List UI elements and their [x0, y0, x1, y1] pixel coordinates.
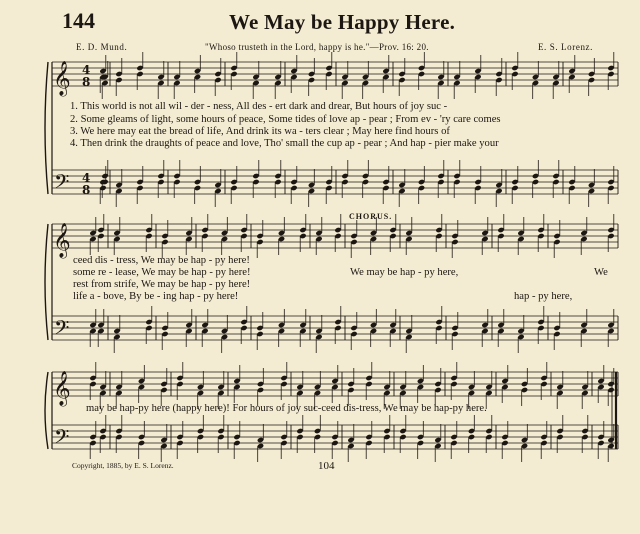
- bass-clef-icon: 𝄢: [54, 170, 70, 198]
- system-brace: [45, 224, 48, 340]
- verse-1-line: 1. This world is not all wil - der - ness, All des - ert dark and drear, But hours of joy suc -: [70, 101, 448, 112]
- chorus-line-1-end: We: [594, 267, 608, 278]
- bass-clef-icon: 𝄢: [54, 316, 70, 344]
- scripture-reference: "Whoso trusteth in the Lord, happy is he."—Prov. 16: 20.: [205, 42, 429, 52]
- verse-3-line: 3. We here may eat the bread of life, And drink its wa - ters clear ; May here find hours of: [70, 126, 450, 137]
- treble-clef-icon: 𝄞: [53, 371, 71, 406]
- system-brace: [45, 372, 48, 449]
- verse-4-ending: life a - bove, By be - ing hap - py here!: [73, 291, 239, 302]
- verse-2-line: 2. Some gleams of light, some hours of peace, Some tides of love ap - pear ; From ev - 'ry care comes: [70, 114, 501, 125]
- chorus-line-2: hap - py here,: [514, 291, 573, 302]
- system-3-lyric: may be hap-py here (happy here)! For hours of joy suc-ceed dis-tress, We may be hap-py here.: [86, 403, 487, 414]
- time-signature-bottom: 8: [82, 75, 91, 89]
- time-signature-bottom: 8: [82, 183, 91, 197]
- time-signature-top: 4: [82, 171, 91, 185]
- verse-4-line: 4. Then drink the draughts of peace and love, Tho' small the cup ap - pear ; And hap - pier make your: [70, 138, 499, 149]
- system-brace: [45, 62, 48, 194]
- page-number: 104: [318, 460, 335, 472]
- copyright-notice: Copyright, 1885, by E. S. Lorenz.: [72, 461, 174, 470]
- treble-clef-icon: 𝄞: [53, 61, 71, 96]
- verse-3-ending: rest from strife, We may be hap - py here!: [73, 279, 251, 290]
- author-credit: E. D. Mund.: [76, 42, 128, 52]
- composer-credit: E. S. Lorenz.: [537, 42, 593, 52]
- chorus-label: CHORUS.: [349, 212, 393, 221]
- time-signature-top: 4: [82, 63, 91, 77]
- bass-clef-icon: 𝄢: [54, 425, 70, 453]
- verse-2-ending: some re - lease, We may be hap - py here!: [73, 267, 251, 278]
- chorus-line-1: We may be hap - py here,: [350, 267, 459, 278]
- hymn-number: 144: [62, 8, 95, 33]
- verse-1-ending: ceed dis - tress, We may be hap - py here!: [73, 255, 250, 266]
- treble-clef-icon: 𝄞: [53, 223, 71, 258]
- hymn-title: We May be Happy Here.: [229, 10, 456, 34]
